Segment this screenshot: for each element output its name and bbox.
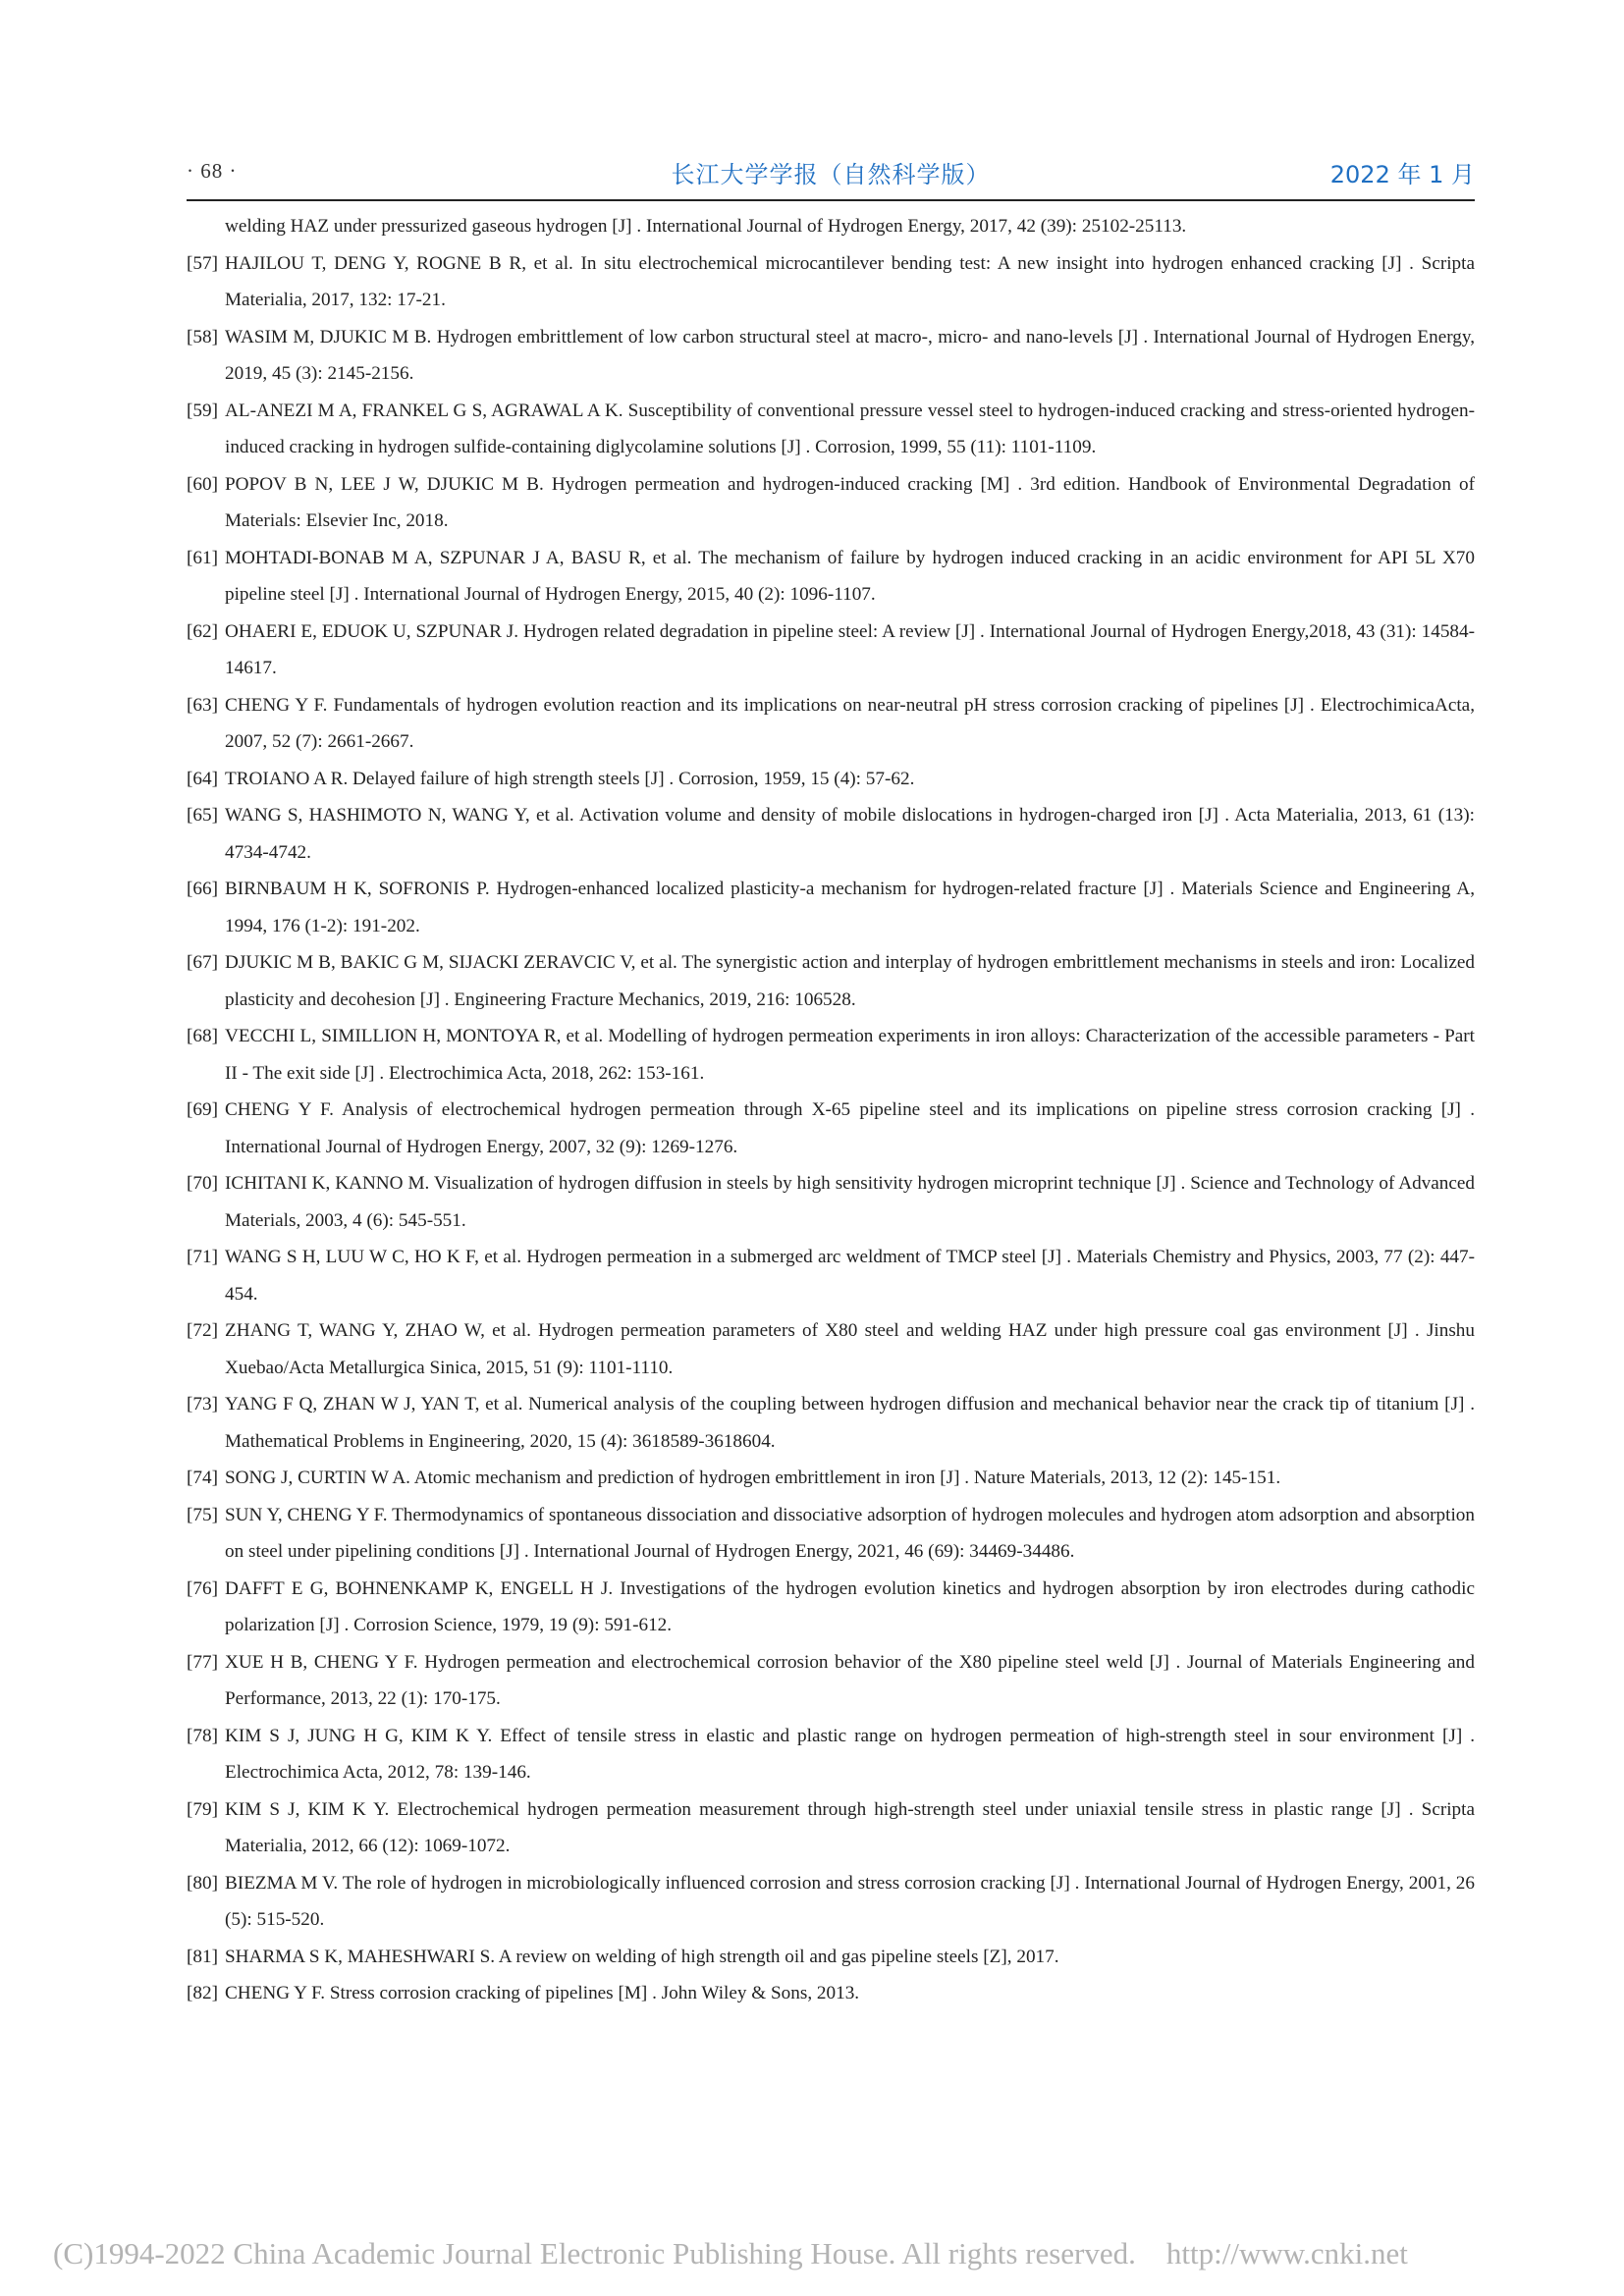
reference-item [187, 1312, 1475, 1386]
page-header [187, 155, 1475, 192]
reference-number: [77] [187, 1651, 218, 1673]
issue-date: 2022 年 1 月 [1329, 161, 1475, 188]
reference-item [187, 1975, 1475, 2012]
reference-text: KIM S J, JUNG H G, KIM K Y. Effect of tensile stress in elastic and plastic range on hydrogen permeation of high-strength steel in sour environment [J] . Electrochimica Acta, 2012, 78: 139-146. [225, 1725, 1475, 1783]
copyright-footer: (C)1994-2022 China Academic Journal Electronic Publishing House. All rights reserved. http://www.cnki.net [53, 2236, 1408, 2270]
reference-text: XUE H B, CHENG Y F. Hydrogen permeation and electrochemical corrosion behavior of the X80 pipeline steel weld [J] . Journal of Materials Engineering and Performance, 2013, 22 (1): 170-175. [225, 1651, 1475, 1709]
reference-list [187, 208, 1475, 2012]
reference-number: [66] [187, 879, 218, 899]
reference-number: [64] [187, 768, 218, 789]
reference-number: [62] [187, 620, 218, 642]
header-rule [187, 199, 1475, 201]
reference-number: [75] [187, 1504, 218, 1525]
reference-item [187, 1718, 1475, 1791]
reference-item [187, 1497, 1475, 1571]
reference-item [187, 1939, 1475, 1976]
reference-item [187, 1865, 1475, 1939]
reference-number: [81] [187, 1946, 218, 1967]
reference-item [187, 687, 1475, 761]
reference-number: [70] [187, 1173, 218, 1194]
reference-item [187, 1460, 1475, 1497]
reference-text: BIRNBAUM H K, SOFRONIS P. Hydrogen-enhanced localized plasticity-a mechanism for hydrogen-related fracture [J] . Materials Science and Engineering A, 1994, 176 (1-2): 191-202. [225, 879, 1475, 936]
reference-number: [76] [187, 1577, 218, 1599]
reference-text: POPOV B N, LEE J W, DJUKIC M B. Hydrogen permeation and hydrogen-induced cracking [M] . 3rd edition. Handbook of Environmental Degradation of Materials: Elsevier Inc, 2018. [225, 473, 1475, 531]
reference-item [187, 245, 1475, 319]
journal-title: 长江大学学报（自然科学版） [671, 161, 991, 188]
reference-item [187, 1165, 1475, 1239]
reference-item [187, 1018, 1475, 1092]
reference-item [187, 1239, 1475, 1312]
reference-text: VECCHI L, SIMILLION H, MONTOYA R, et al. Modelling of hydrogen permeation experiments in iron alloys: Characterization of the accessible parameters - Part II - The exit side [J] . Electrochimica Acta, 2018, 262: 153-161. [225, 1026, 1475, 1084]
reference-item [187, 797, 1475, 871]
reference-item [187, 614, 1475, 687]
reference-text: TROIANO A R. Delayed failure of high strength steels [J] . Corrosion, 1959, 15 (4): 57-62. [225, 768, 915, 789]
reference-item [187, 319, 1475, 393]
reference-text: CHENG Y F. Fundamentals of hydrogen evolution reaction and its implications on near-neutral pH stress corrosion cracking of pipelines [J] . ElectrochimicaActa, 2007, 52 (7): 2661-2667. [225, 694, 1475, 752]
reference-number: [67] [187, 952, 218, 973]
reference-text: CHENG Y F. Stress corrosion cracking of pipelines [M] . John Wiley & Sons, 2013. [225, 1983, 860, 2003]
reference-item [187, 761, 1475, 798]
reference-text: WANG S H, LUU W C, HO K F, et al. Hydrogen permeation in a submerged arc weldment of TMCP steel [J] . Materials Chemistry and Physics, 2003, 77 (2): 447-454. [225, 1247, 1475, 1305]
reference-number: [78] [187, 1725, 218, 1746]
reference-item [187, 393, 1475, 466]
reference-text: KIM S J, KIM K Y. Electrochemical hydrogen permeation measurement through high-strength steel under uniaxial tensile stress in plastic range [J] . Scripta Materialia, 2012, 66 (12): 1069-1072. [225, 1798, 1475, 1856]
reference-number: [68] [187, 1026, 218, 1046]
reference-number: [63] [187, 694, 218, 716]
reference-item [187, 1644, 1475, 1718]
reference-text: YANG F Q, ZHAN W J, YAN T, et al. Numerical analysis of the coupling between hydrogen diffusion and mechanical behavior near the crack tip of titanium [J] . Mathematical Problems in Engineering, 2020, 15 (4): 3618589-3618604. [225, 1394, 1475, 1452]
reference-text: SHARMA S K, MAHESHWARI S. A review on welding of high strength oil and gas pipeline steels [Z], 2017. [225, 1946, 1059, 1967]
reference-item [187, 944, 1475, 1018]
reference-text: HAJILOU T, DENG Y, ROGNE B R, et al. In situ electrochemical microcantilever bending test: A new insight into hydrogen enhanced cracking [J] . Scripta Materialia, 2017, 132: 17-21. [225, 252, 1475, 310]
reference-text: ZHANG T, WANG Y, ZHAO W, et al. Hydrogen permeation parameters of X80 steel and welding HAZ under high pressure coal gas environment [J] . Jinshu Xuebao/Acta Metallurgica Sinica, 2015, 51 (9): 1101-1110. [225, 1320, 1475, 1378]
reference-item [187, 540, 1475, 614]
reference-text: SUN Y, CHENG Y F. Thermodynamics of spontaneous dissociation and dissociative adsorption of hydrogen molecules and hydrogen atom adsorption and absorption on steel under pipelining conditions [J] . International Journal of Hydrogen Energy, 2021, 46 (69): 34469-34486. [225, 1504, 1475, 1562]
reference-text: BIEZMA M V. The role of hydrogen in microbiologically influenced corrosion and stress corrosion cracking [J] . International Journal of Hydrogen Energy, 2001, 26 (5): 515-520. [225, 1872, 1475, 1930]
page-number: · 68 · [187, 159, 238, 183]
reference-text: MOHTADI-BONAB M A, SZPUNAR J A, BASU R, et al. The mechanism of failure by hydrogen induced cracking in an acidic environment for API 5L X70 pipeline steel [J] . International Journal of Hydrogen Energy, 2015, 40 (2): 1096-1107. [225, 547, 1475, 605]
reference-number: [60] [187, 473, 218, 495]
reference-text: WANG S, HASHIMOTO N, WANG Y, et al. Activation volume and density of mobile dislocations in hydrogen-charged iron [J] . Acta Materialia, 2013, 61 (13): 4734-4742. [225, 805, 1475, 863]
reference-number: [79] [187, 1798, 218, 1820]
reference-item [187, 1791, 1475, 1865]
reference-number: [58] [187, 326, 218, 347]
reference-text: OHAERI E, EDUOK U, SZPUNAR J. Hydrogen related degradation in pipeline steel: A review [J] . International Journal of Hydrogen Energy,2018, 43 (31): 14584-14617. [225, 620, 1475, 678]
reference-item [187, 1092, 1475, 1165]
reference-number: [71] [187, 1247, 218, 1267]
reference-item [187, 1571, 1475, 1644]
reference-item [187, 1386, 1475, 1460]
reference-number: [65] [187, 805, 218, 826]
reference-number: [73] [187, 1394, 218, 1415]
reference-text: WASIM M, DJUKIC M B. Hydrogen embrittlement of low carbon structural steel at macro-, micro- and nano-levels [J] . International Journal of Hydrogen Energy, 2019, 45 (3): 2145-2156. [225, 326, 1475, 384]
reference-number: [72] [187, 1320, 218, 1341]
reference-number: [74] [187, 1468, 218, 1488]
reference-number: [57] [187, 252, 218, 274]
reference-number: [59] [187, 400, 218, 421]
reference-text: CHENG Y F. Analysis of electrochemical hydrogen permeation through X-65 pipeline steel and its implications on pipeline stress corrosion cracking [J] . International Journal of Hydrogen Energy, 2007, 32 (9): 1269-1276. [225, 1099, 1475, 1157]
reference-number: [80] [187, 1872, 218, 1894]
reference-text: ICHITANI K, KANNO M. Visualization of hydrogen diffusion in steels by high sensitivity hydrogen microprint technique [J] . Science and Technology of Advanced Materials, 2003, 4 (6): 545-551. [225, 1173, 1475, 1231]
reference-continuation: welding HAZ under pressurized gaseous hydrogen [J] . International Journal of Hydrogen Energy, 2017, 42 (39): 25102-25113. [225, 216, 1187, 237]
reference-item [187, 466, 1475, 540]
reference-number: [82] [187, 1983, 218, 2003]
reference-text: DAFFT E G, BOHNENKAMP K, ENGELL H J. Investigations of the hydrogen evolution kinetics and hydrogen absorption by iron electrodes during cathodic polarization [J] . Corrosion Science, 1979, 19 (9): 591-612. [225, 1577, 1475, 1635]
reference-number: [61] [187, 547, 218, 568]
reference-item [187, 871, 1475, 944]
reference-text: SONG J, CURTIN W A. Atomic mechanism and prediction of hydrogen embrittlement in iron [J] . Nature Materials, 2013, 12 (2): 145-151. [225, 1468, 1281, 1488]
reference-text: AL-ANEZI M A, FRANKEL G S, AGRAWAL A K. Susceptibility of conventional pressure vessel steel to hydrogen-induced cracking and stress-oriented hydrogen-induced cracking in hydrogen sulfide-containing diglycolamine solutions [J] . Corrosion, 1999, 55 (11): 1101-1109. [225, 400, 1475, 457]
reference-text: DJUKIC M B, BAKIC G M, SIJACKI ZERAVCIC V, et al. The synergistic action and interplay of hydrogen embrittlement mechanisms in steels and iron: Localized plasticity and decohesion [J] . Engineering Fracture Mechanics, 2019, 216: 106528. [225, 952, 1475, 1010]
reference-number: [69] [187, 1099, 218, 1120]
